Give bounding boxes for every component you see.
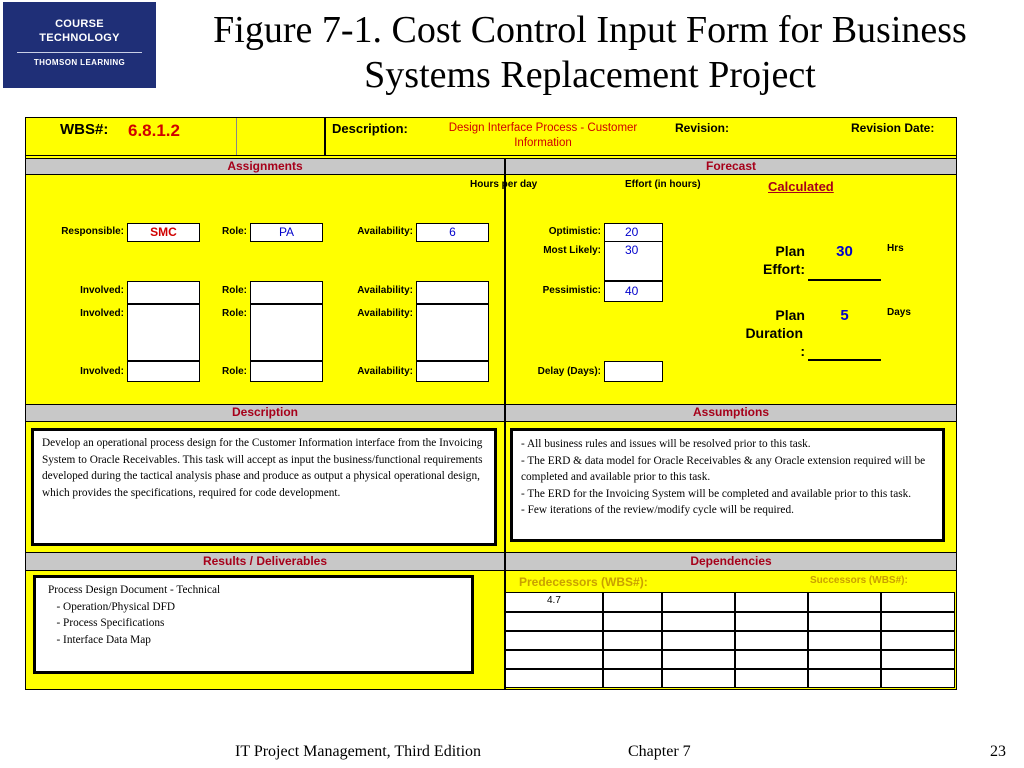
- availability-field[interactable]: [416, 304, 489, 361]
- role-label: Role:: [222, 366, 247, 377]
- predecessor-cell[interactable]: [735, 592, 808, 612]
- forecast-header: Forecast: [705, 159, 757, 173]
- availability-field[interactable]: 6: [416, 223, 489, 242]
- footer-page: 23: [990, 743, 1006, 760]
- predecessor-cell[interactable]: [505, 631, 603, 650]
- divider: [324, 118, 326, 155]
- delay-field[interactable]: [604, 361, 663, 382]
- deliverable-line: - Interface Data Map: [48, 633, 151, 646]
- predecessors-label: Predecessors (WBS#):: [519, 575, 648, 589]
- deliverable-line: - Operation/Physical DFD: [48, 600, 176, 613]
- role-label: Role:: [222, 226, 247, 237]
- optimistic-label: Optimistic:: [548, 226, 601, 237]
- assignments-header: Assignments: [227, 159, 303, 173]
- assumption-line: - The ERD for the Invoicing System will be completed and available prior to this task.: [521, 487, 912, 500]
- predecessor-cell[interactable]: [662, 650, 735, 669]
- predecessor-cell[interactable]: [662, 592, 735, 612]
- assumptions-textbox[interactable]: [510, 428, 945, 542]
- predecessor-cell[interactable]: [505, 612, 603, 631]
- predecessor-cell[interactable]: [735, 612, 808, 631]
- availability-field[interactable]: [416, 361, 489, 382]
- predecessor-cell[interactable]: [603, 592, 662, 612]
- successor-cell[interactable]: [808, 612, 881, 631]
- predecessor-cell[interactable]: [603, 669, 662, 688]
- deliverable-line: Process Design Document - Technical: [48, 584, 221, 596]
- responsible-label: Responsible:: [61, 226, 124, 237]
- logo-line-3: THOMSON LEARNING: [33, 58, 126, 67]
- plan-effort-unit: Hrs: [887, 243, 904, 254]
- role-field[interactable]: [250, 281, 323, 304]
- plan-effort-label-1: Plan: [775, 243, 805, 259]
- predecessor-cell[interactable]: [505, 650, 603, 669]
- responsible-field[interactable]: SMC: [127, 223, 200, 242]
- dependencies-header: Dependencies: [690, 554, 772, 568]
- successor-cell[interactable]: [808, 631, 881, 650]
- involved-label: Involved:: [80, 366, 124, 377]
- availability-label: Availability:: [357, 366, 413, 377]
- footer-chapter: Chapter 7: [628, 743, 691, 760]
- calculated-label: Calculated: [768, 179, 834, 194]
- plan-effort-value: 30: [836, 243, 853, 260]
- role-label: Role:: [222, 308, 247, 319]
- description-header: Description: [231, 405, 298, 419]
- successor-cell[interactable]: [881, 650, 955, 669]
- revision-date-label: Revision Date:: [851, 121, 935, 135]
- successor-cell[interactable]: [881, 669, 955, 688]
- divider: [236, 118, 237, 155]
- predecessor-cell[interactable]: [603, 631, 662, 650]
- logo-line-2: TECHNOLOGY: [39, 32, 120, 44]
- plan-duration-label-1: Plan: [775, 307, 805, 323]
- involved-field[interactable]: [127, 304, 200, 361]
- predecessor-value: 4.7: [547, 595, 561, 606]
- assumption-line: - The ERD & data model for Oracle Receivables & any Oracle extension required will be completed and available prior to this task.: [521, 454, 926, 483]
- logo-line-1: COURSE: [55, 18, 104, 30]
- availability-label: Availability:: [357, 308, 413, 319]
- involved-label: Involved:: [80, 285, 124, 296]
- predecessor-cell[interactable]: [735, 631, 808, 650]
- predecessor-cell[interactable]: [735, 650, 808, 669]
- successor-cell[interactable]: [881, 631, 955, 650]
- plan-duration-unit: Days: [887, 307, 911, 318]
- successor-cell[interactable]: [881, 592, 955, 612]
- pessimistic-label: Pessimistic:: [542, 285, 601, 296]
- successor-cell[interactable]: [808, 669, 881, 688]
- plan-duration-value: 5: [840, 307, 849, 324]
- predecessor-cell[interactable]: [505, 592, 603, 612]
- assumption-line: - All business rules and issues will be resolved prior to this task.: [521, 438, 811, 450]
- predecessor-cell[interactable]: [662, 612, 735, 631]
- predecessor-cell[interactable]: [505, 669, 603, 688]
- availability-label: Availability:: [357, 285, 413, 296]
- wbs-label: WBS#:: [60, 121, 109, 138]
- successor-cell[interactable]: [808, 592, 881, 612]
- involved-label: Involved:: [80, 308, 124, 319]
- plan-effort-underline: [808, 279, 881, 281]
- assumption-line: - Few iterations of the review/modify cycle will be required.: [521, 504, 794, 516]
- pessimistic-field[interactable]: 40: [604, 281, 663, 302]
- deliverable-line: - Process Specifications: [48, 617, 165, 629]
- successors-label: Successors (WBS#):: [810, 575, 908, 586]
- role-field[interactable]: [250, 304, 323, 361]
- description-value[interactable]: Design Interface Process - Customer Information: [448, 122, 638, 149]
- divider: [26, 155, 956, 156]
- dependencies-grid: [505, 592, 955, 688]
- involved-field[interactable]: [127, 361, 200, 382]
- slide-title: Figure 7-1. Cost Control Input Form for Business Systems Replacement Project: [213, 9, 967, 96]
- most-likely-field[interactable]: 30: [604, 241, 663, 281]
- most-likely-label: Most Likely:: [543, 245, 601, 256]
- optimistic-field[interactable]: 20: [604, 223, 663, 242]
- plan-duration-label-3: :: [800, 343, 805, 359]
- role-label: Role:: [222, 285, 247, 296]
- results-header: Results / Deliverables: [202, 554, 328, 568]
- predecessor-cell[interactable]: [662, 669, 735, 688]
- hours-per-day-label: Hours per day: [470, 179, 538, 190]
- plan-duration-underline: [808, 359, 881, 361]
- description-text: Develop an operational process design for the Customer Information interface from the Invoicing System to Oracle Receivables. This task will accept as input the business/functional requirements developed during the tactical analysis phase and produce as output a physical operational design, which provides the specifications, required for code development.: [42, 437, 483, 499]
- availability-field[interactable]: [416, 281, 489, 304]
- involved-field[interactable]: [127, 281, 200, 304]
- successor-cell[interactable]: [881, 612, 955, 631]
- logo-divider: [17, 52, 142, 53]
- footer-book: IT Project Management, Third Edition: [235, 743, 482, 760]
- role-field[interactable]: PA: [250, 223, 323, 242]
- course-technology-logo: [3, 2, 156, 88]
- availability-label: Availability:: [357, 226, 413, 237]
- plan-effort-label-2: Effort:: [763, 261, 805, 277]
- deliverables-textbox[interactable]: [33, 575, 474, 674]
- effort-hours-label: Effort (in hours): [625, 179, 701, 190]
- description-label: Description:: [332, 121, 408, 136]
- assumptions-header: Assumptions: [692, 405, 769, 419]
- role-field[interactable]: [250, 361, 323, 382]
- revision-label: Revision:: [675, 121, 730, 135]
- predecessor-cell[interactable]: [603, 612, 662, 631]
- description-textbox[interactable]: [31, 428, 497, 546]
- successor-cell[interactable]: [808, 650, 881, 669]
- predecessor-cell[interactable]: [662, 631, 735, 650]
- plan-duration-label-2: Duration: [745, 325, 803, 341]
- delay-label: Delay (Days):: [537, 366, 601, 377]
- predecessor-cell[interactable]: [735, 669, 808, 688]
- predecessor-cell[interactable]: [603, 650, 662, 669]
- wbs-value[interactable]: 6.8.1.2: [128, 121, 180, 140]
